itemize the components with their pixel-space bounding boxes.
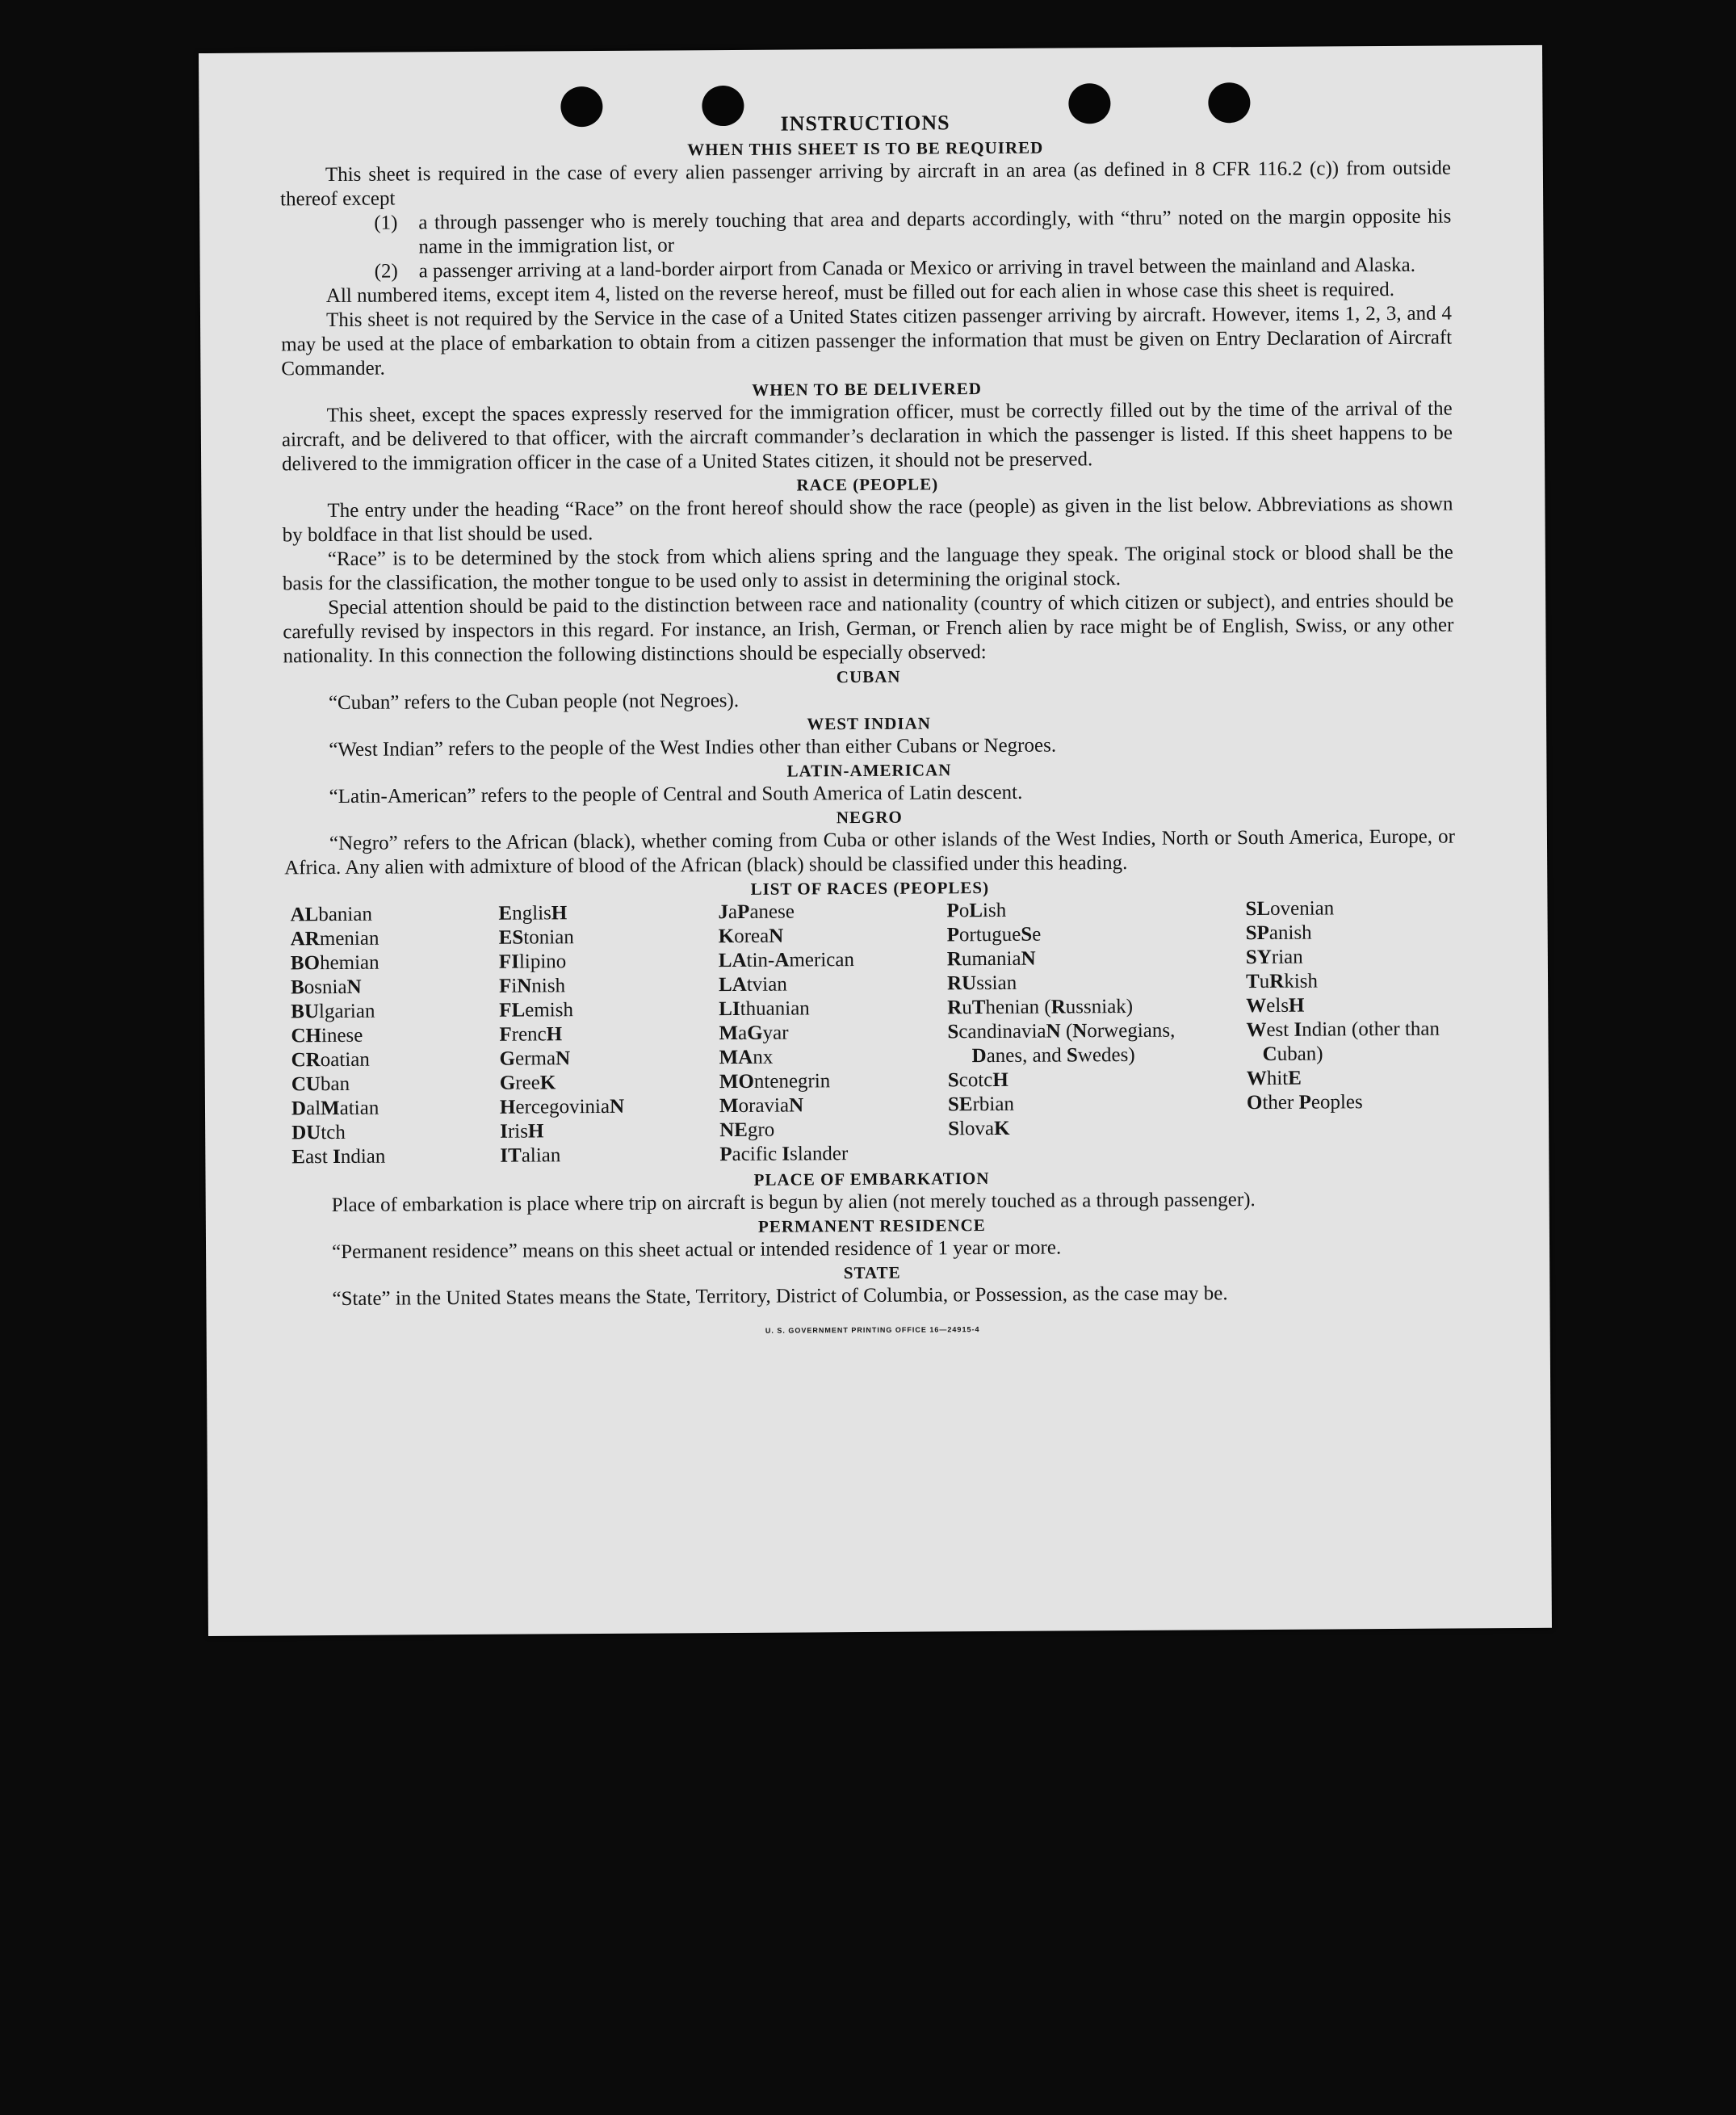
race-entry: MaGyar bbox=[719, 1022, 789, 1045]
races-column bbox=[498, 900, 719, 1169]
race-paragraph: “Race” is to be determined by the stock from which aliens spring and the language they speak. The original stock or blood shall be the basis for the classification, the mother tongue to be used only to assist in determining the original stock. bbox=[282, 541, 1453, 595]
race-entry: ITalian bbox=[500, 1144, 561, 1167]
race-entry: FiNnish bbox=[498, 975, 566, 997]
document-body bbox=[279, 108, 1457, 1346]
heading-residence: PERMANENT RESIDENCE bbox=[757, 1215, 986, 1236]
state-text: “State” in the United States means the State, Territory, District of Columbia, or Possession, as the case may be. bbox=[332, 1282, 1228, 1311]
race-entry: CRoatian bbox=[291, 1048, 370, 1072]
heading-cuban: CUBAN bbox=[836, 666, 901, 687]
negro-text: “Negro” refers to the African (black), whether coming from Cuba or other islands of the West Indies, North or South America, Europe, or Africa. Any alien with admixture of blood of the African (black) should be classified under this heading. bbox=[284, 825, 1456, 879]
race-entry: BUlgarian bbox=[291, 1000, 375, 1023]
race-entry: DUtch bbox=[291, 1121, 346, 1144]
race-entry: PortugueSe bbox=[946, 923, 1042, 946]
exception-number: (2) bbox=[374, 260, 398, 283]
races-column bbox=[718, 899, 948, 1167]
race-entry: JaPanese bbox=[718, 900, 795, 924]
race-entry: MOntenegrin bbox=[719, 1070, 831, 1093]
race-entry: CUban bbox=[291, 1072, 350, 1096]
race-entry: LIthuanian bbox=[719, 997, 810, 1021]
race-entry: ARmenian bbox=[290, 927, 379, 950]
race-entry: RuThenian (Russniak) bbox=[947, 995, 1134, 1019]
race-entry: SErbian bbox=[947, 1093, 1015, 1116]
race-entry: HercegoviniaN bbox=[499, 1095, 625, 1118]
races-list bbox=[290, 896, 1457, 1170]
race-entry: TuRkish bbox=[1245, 970, 1319, 993]
heading-when-required: WHEN THIS SHEET IS TO BE REQUIRED bbox=[687, 137, 1044, 160]
heading-when-delivered: WHEN TO BE DELIVERED bbox=[752, 379, 982, 400]
race-entry: SLovenian bbox=[1245, 897, 1335, 921]
races-column bbox=[946, 897, 1247, 1165]
required-intro: This sheet is required in the case of every alien passenger arriving by aircraft in an area (as defined in 8 CFR 116.2 (c)) from outside thereof except bbox=[280, 157, 1451, 211]
exception-text: a passenger arriving at a land-border airport from Canada or Mexico or arriving in travel between the mainland and Alaska. bbox=[418, 254, 1415, 283]
race-paragraph: The entry under the heading “Race” on the front hereof should show the race (people) as given in the list below. Abbreviations as shown by boldface in that list should be used. bbox=[282, 493, 1453, 547]
race-entry: PoLish bbox=[946, 899, 1007, 922]
race-paragraph: Special attention should be paid to the distinction between race and nationality (country of which citizen or subject), and entries should be carefully revised by inspectors in this regard. For instance, an Irish, German, or French alien by race might be of English, Swiss, or any other nationality. In this connection the following distinctions should be especially observed: bbox=[283, 590, 1454, 668]
citizen-note: This sheet is not required by the Service in the case of a United States citizen passenger arriving by aircraft. However, items 1, 2, 3, and 4 may be used at the place of embarkation to obtain from a citizen passenger the information that must be given on Entry Declaration of Aircraft Commander. bbox=[281, 302, 1453, 380]
race-entry: KoreaN bbox=[718, 925, 784, 948]
race-entry: BOhemian bbox=[290, 951, 379, 975]
race-entry: NEgro bbox=[719, 1118, 775, 1142]
race-entry: LAtin-American bbox=[718, 949, 855, 972]
race-entry: SYrian bbox=[1245, 946, 1303, 969]
heading-negro: NEGRO bbox=[836, 807, 903, 828]
heading-state: STATE bbox=[843, 1262, 901, 1283]
latin-american-text: “Latin-American” refers to the people of Central and South America of Latin descent. bbox=[329, 781, 1023, 808]
race-entry: DalMatian bbox=[291, 1097, 379, 1120]
heading-latin-american: LATIN-AMERICAN bbox=[786, 760, 952, 781]
race-entry: SlovaK bbox=[948, 1117, 1010, 1140]
race-entry: GermaN bbox=[499, 1047, 571, 1070]
race-entry: MAnx bbox=[719, 1046, 774, 1069]
race-entry: IrisH bbox=[500, 1120, 544, 1143]
races-column bbox=[1245, 896, 1462, 1164]
exception-item bbox=[280, 205, 1451, 261]
exception-text: a through passenger who is merely touching that area and departs accordingly, with “thru” noted on the margin opposite his name in the immigration list, or bbox=[418, 205, 1452, 258]
exception-number: (1) bbox=[374, 212, 398, 234]
race-entry: RUssian bbox=[946, 971, 1017, 995]
race-entry: EStonian bbox=[498, 926, 574, 949]
race-entry: Other Peoples bbox=[1246, 1091, 1363, 1114]
race-entry: ScotcH bbox=[947, 1068, 1008, 1092]
race-entry: East Indian bbox=[291, 1145, 386, 1169]
race-entry: LAtvian bbox=[718, 973, 787, 997]
printer-imprint: U. S. GOVERNMENT PRINTING OFFICE 16—24915-4 bbox=[765, 1325, 980, 1335]
race-entry: SPanish bbox=[1245, 921, 1312, 945]
west-indian-text: “West Indian” refers to the people of the West Indies other than either Cubans or Negroes. bbox=[329, 734, 1057, 762]
embarkation-text: Place of embarkation is place where trip on aircraft is begun by alien (not merely touched as a through passenger). bbox=[331, 1189, 1256, 1217]
page-title: INSTRUCTIONS bbox=[780, 111, 950, 136]
race-entry: FrencH bbox=[499, 1023, 563, 1046]
cuban-text: “Cuban” refers to the Cuban people (not Negroes). bbox=[328, 689, 740, 715]
race-entry: ALbanian bbox=[290, 903, 372, 926]
heading-embarkation: PLACE OF EMBARKATION bbox=[753, 1169, 990, 1190]
race-entry: FIlipino bbox=[498, 950, 567, 973]
race-entry: FLemish bbox=[499, 999, 574, 1022]
race-entry: West Indian (other than Cuban) bbox=[1246, 1018, 1440, 1065]
residence-text: “Permanent residence” means on this sheet actual or intended residence of 1 year or more. bbox=[331, 1236, 1062, 1264]
races-column bbox=[290, 902, 500, 1170]
race-entry: CHinese bbox=[291, 1024, 363, 1047]
heading-list-of-races: LIST OF RACES (PEOPLES) bbox=[750, 878, 990, 899]
instruction-sheet bbox=[199, 45, 1552, 1636]
race-entry: Pacific Islander bbox=[719, 1143, 849, 1166]
race-entry: ScandinaviaN (Norwegians, Danes, and Swedes) bbox=[947, 1019, 1176, 1068]
race-entry: EnglisH bbox=[498, 902, 568, 925]
race-entry: RumaniaN bbox=[946, 947, 1036, 971]
numbered-items-note: All numbered items, except item 4, listed on the reverse hereof, must be filled out for each alien in whose case this sheet is required. bbox=[325, 278, 1395, 308]
race-entry: WelsH bbox=[1246, 994, 1305, 1018]
heading-race: RACE (PEOPLE) bbox=[796, 474, 939, 495]
delivery-text: This sheet, except the spaces expressly reserved for the immigration officer, must be correctly filled out by the time of the arrival of the aircraft, and be delivered to that officer, with the aircraft commander’s declaration in which the passenger is listed. If this sheet happens to be delivered to the immigration officer in the case of a United States citizen, it should not be preserved. bbox=[281, 397, 1453, 476]
race-entry: BosniaN bbox=[290, 976, 362, 999]
race-entry: MoraviaN bbox=[719, 1094, 804, 1118]
race-entry: GreeK bbox=[499, 1072, 556, 1094]
race-entry: WhitE bbox=[1246, 1067, 1302, 1090]
heading-west-indian: WEST INDIAN bbox=[807, 713, 931, 734]
